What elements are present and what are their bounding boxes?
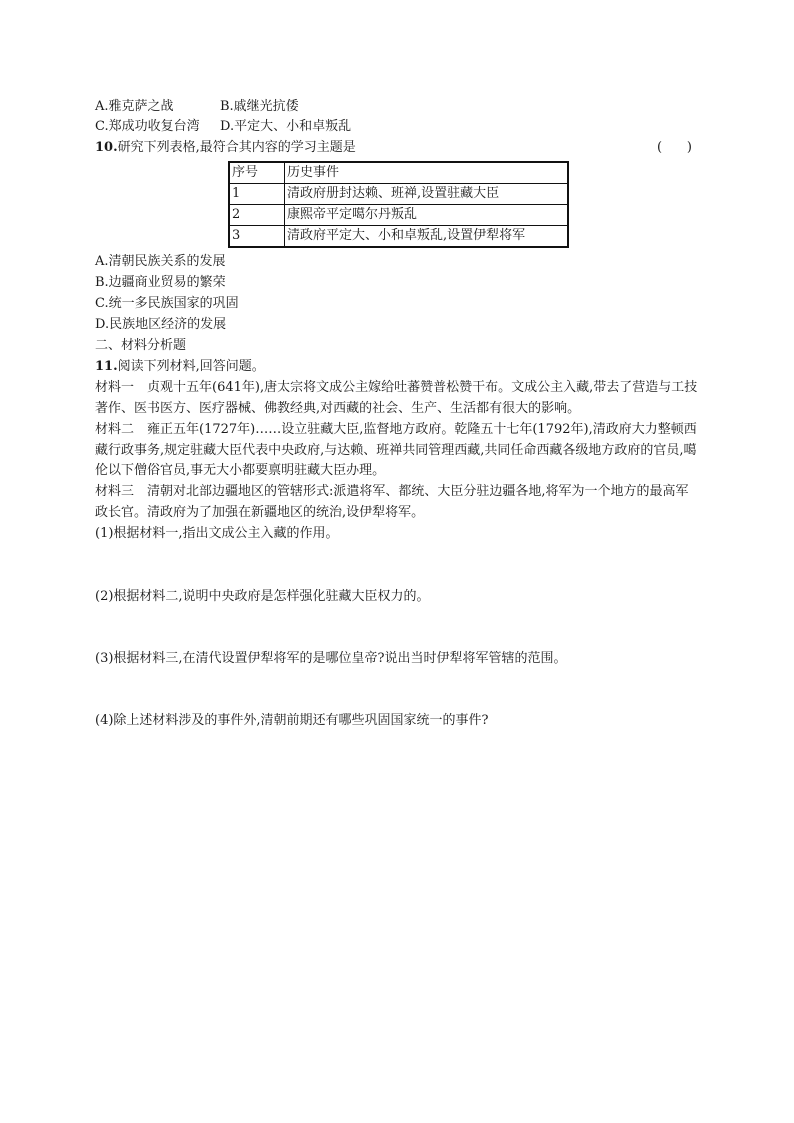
table-cell: 清政府平定大、小和卓叛乱,设置伊犁将军 — [285, 226, 569, 248]
question-2: (2)根据材料二,说明中央政府是怎样强化驻藏大臣权力的。 — [95, 589, 430, 604]
table-cell: 2 — [229, 205, 285, 226]
q11-stem: 阅读下列材料,回答问题。 — [117, 359, 265, 374]
table-header-row — [229, 162, 568, 184]
material-two: 材料二 雍正五年(1727年)……设立驻藏大臣,监督地方政府。乾隆五十七年(1792年),清政府大力整顿西藏行政事务,规定驻藏大臣代表中央政府,与达赖、班禅共同管理西藏,共同任命西藏各级地方政府的官员,噶伦以下僧俗官员,事无大小都要禀明驻藏大臣办理。 — [95, 422, 697, 478]
table-cell: 1 — [229, 184, 285, 205]
table-row — [229, 205, 568, 226]
q9-option-b: B.戚继光抗倭 — [220, 99, 299, 114]
q10-stem-line — [95, 138, 356, 157]
table-cell: 清政府册封达赖、班禅,设置驻藏大臣 — [285, 184, 569, 205]
q10-option-a: A.清朝民族关系的发展 — [95, 254, 226, 269]
q11-number: 11. — [95, 359, 118, 374]
q9-option-d: D.平定大、小和卓叛乱 — [220, 119, 352, 134]
question-4: (4)除上述材料涉及的事件外,清朝前期还有哪些巩固国家统一的事件? — [95, 713, 489, 728]
q10-stem: 研究下列表格,最符合其内容的学习主题是 — [117, 140, 356, 155]
table-cell: 康熙帝平定噶尔丹叛乱 — [285, 205, 569, 226]
q10-option-c: C.统一多民族国家的巩固 — [95, 296, 239, 311]
table-row — [229, 184, 568, 205]
section-heading: 二、材料分析题 — [95, 338, 187, 353]
table-cell: 3 — [229, 226, 285, 248]
q11-stem-line — [95, 357, 265, 376]
q9-option-a: A.雅克萨之战 — [95, 99, 174, 114]
material-three: 材料三 清朝对北部边疆地区的管辖形式:派遣将军、都统、大臣分驻边疆各地,将军为一个地方的最高军政长官。清政府为了加强在新疆地区的统治,设伊犁将军。 — [95, 484, 689, 520]
history-events-table — [228, 161, 569, 248]
table-header-cell: 历史事件 — [285, 162, 569, 184]
q10-answer-paren: ( ) — [657, 140, 692, 155]
q10-option-d: D.民族地区经济的发展 — [95, 317, 227, 332]
q10-option-b: B.边疆商业贸易的繁荣 — [95, 275, 226, 290]
table-header-cell: 序号 — [229, 162, 285, 184]
q9-option-c: C.郑成功收复台湾 — [95, 119, 200, 134]
question-3: (3)根据材料三,在清代设置伊犁将军的是哪位皇帝?说出当时伊犁将军管辖的范围。 — [95, 651, 567, 666]
table-row — [229, 226, 568, 248]
question-1: (1)根据材料一,指出文成公主入藏的作用。 — [95, 526, 339, 541]
material-one: 材料一 贞观十五年(641年),唐太宗将文成公主嫁给吐蕃赞普松赞干布。文成公主入藏,带去了营造与工技著作、医书医方、医疗器械、佛教经典,对西藏的社会、生产、生活都有很大的影响。 — [95, 380, 698, 416]
q10-number: 10. — [95, 140, 118, 155]
